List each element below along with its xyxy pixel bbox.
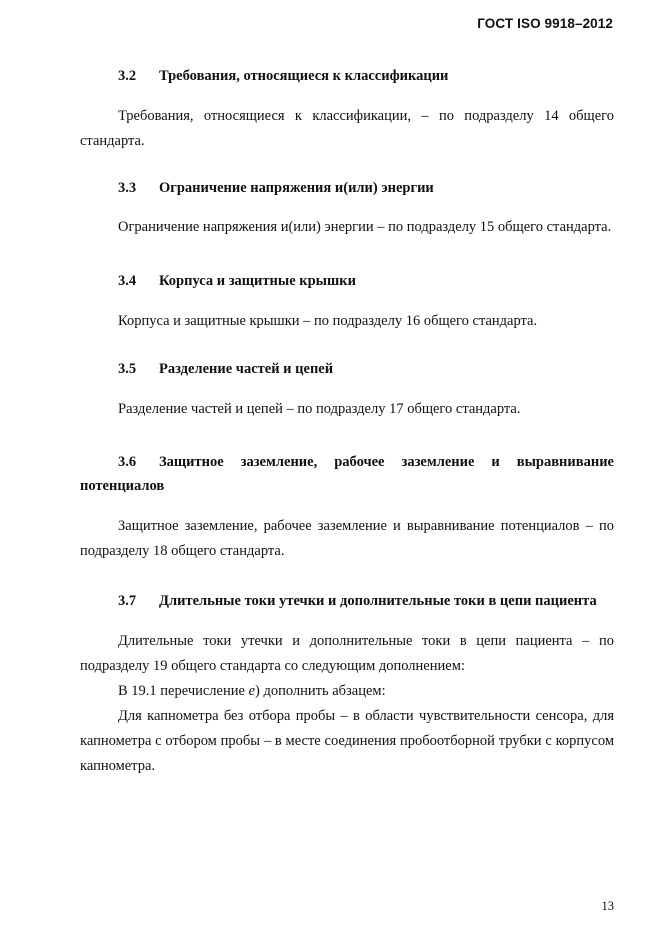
section-heading-3-2 xyxy=(80,64,614,88)
section-title: Корпуса и защитные крышки xyxy=(159,273,356,289)
amendment-prefix: В 19.1 перечисление xyxy=(118,683,249,699)
amendment-text: Для капнометра без отбора пробы – в области чувствительности сенсора, для капнометра с отбором пробы – в месте соединения пробоотборной трубки с корпусом капнометра. xyxy=(80,708,614,774)
section-paragraph: Корпуса и защитные крышки – по подразделу 16 общего стандарта. xyxy=(118,313,538,329)
section-heading-3-6 xyxy=(80,450,614,498)
section-heading-3-4 xyxy=(80,269,614,293)
page-body xyxy=(80,64,614,779)
page-number: 13 xyxy=(601,899,614,913)
section-title: Ограничение напряжения и(или) энергии xyxy=(159,180,434,196)
section-number: 3.3 xyxy=(118,180,137,196)
section-paragraph: Ограничение напряжения и(или) энергии – по подразделу 15 общего стандарта. xyxy=(118,219,612,235)
section-heading-3-5 xyxy=(80,357,614,381)
section-heading-3-3 xyxy=(80,176,614,200)
section-number: 3.4 xyxy=(118,273,137,289)
amendment-suffix: ) дополнить абзацем: xyxy=(255,683,386,699)
amendment-item: е xyxy=(248,683,255,699)
section-number: 3.2 xyxy=(118,68,137,84)
section-paragraph: Разделение частей и цепей – по подразделу 17 общего стандарта. xyxy=(118,401,521,417)
section-number: 3.6 xyxy=(118,454,137,470)
section-number: 3.7 xyxy=(118,593,137,609)
section-title: Длительные токи утечки и дополнительные токи в цепи пациента xyxy=(159,593,597,609)
section-paragraph: Длительные токи утечки и дополнительные токи в цепи пациента – по подразделу 19 общего стандарта со следующим дополнением: xyxy=(80,633,614,674)
amendment-instruction xyxy=(80,679,614,704)
section-title: Защитное заземление, рабочее заземление и выравнивание потенциалов xyxy=(80,454,614,494)
section-title: Разделение частей и цепей xyxy=(159,361,334,377)
section-number: 3.5 xyxy=(118,361,137,377)
section-paragraph: Требования, относящиеся к классификации, – по подразделу 14 общего стандарта. xyxy=(80,108,614,149)
section-heading-3-7 xyxy=(80,589,614,613)
section-title: Требования, относящиеся к классификации xyxy=(159,68,449,84)
document-code: ГОСТ ISO 9918–2012 xyxy=(477,16,613,31)
section-paragraph: Защитное заземление, рабочее заземление и выравнивание потенциалов – по подразделу 18 общего стандарта. xyxy=(80,518,614,559)
